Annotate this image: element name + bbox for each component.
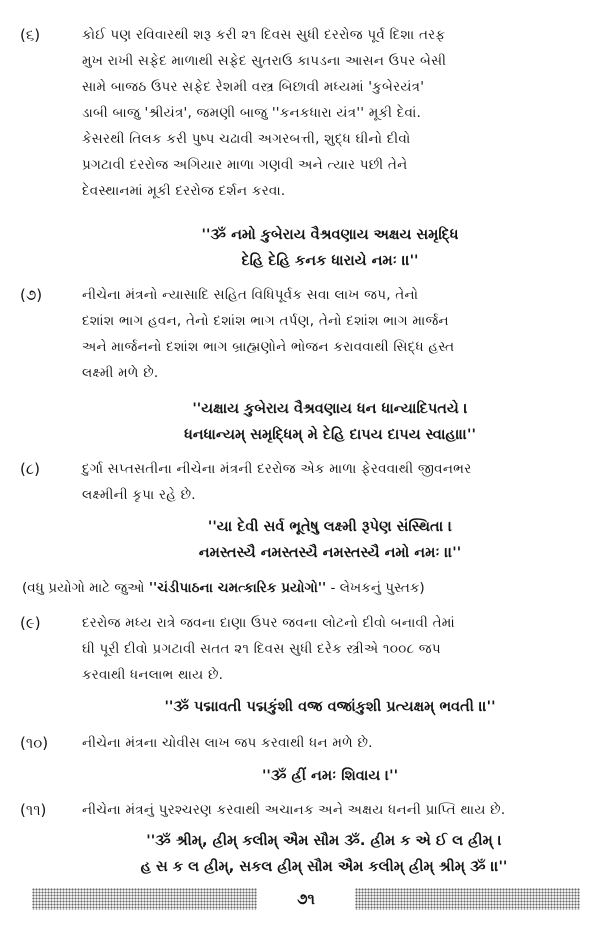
note-suffix: - લેખકનું પુસ્તક) xyxy=(326,580,425,596)
mantra-line: ''ૐ હ્રીં નમઃ શિવાય ।'' xyxy=(261,768,399,784)
text-line: દરરોજ મધ્ય રાત્રે જવના દાણા ઉપર જવના લોટનો દીવો બનાવી તેમાં xyxy=(82,615,455,631)
item-6 xyxy=(20,22,592,204)
text-line: નીચેના મંત્રનું પુરશ્ચરણ કરવાથી અચાનક અને અક્ષય ધનની પ્રાપ્તિ થાય છે. xyxy=(82,802,506,818)
mantra-line: ''ૐ પદ્માવતી પદ્મકુંશી વજ્ર વજ્રાંકુશી પ્રત્યક્ષમ્ ભવતી ।।'' xyxy=(164,699,496,715)
reference-note xyxy=(22,575,592,601)
text-line: લક્ષ્મી મળે છે. xyxy=(82,365,159,381)
mantra-line: ''ૐ નમો કુબેરાય વૈશ્રવણાય અક્ષય સમૃદ્ધિ xyxy=(201,227,459,243)
item-10 xyxy=(20,730,592,756)
mantra-line: ''ૐ શ્રીમ્, હ્રીમ્ કલીમ્ ઐમ સૌમ ૐ. હ્રીમ ક એ ઈ લ હ્રીમ્ । xyxy=(146,833,502,849)
item-number: (૯) xyxy=(20,614,41,632)
text-line: દશાંશ ભાગ હવન, તેનો દશાંશ ભાગ તર્પણ, તેનો દશાંશ ભાગ માર્જન xyxy=(82,313,449,329)
mantra-line: હ સ ક લ હ્રીમ્, સકલ હ્રીમ્ સૌમ ઐમ કલીમ્ હ્રીમ્ શ્રીમ્ ૐ ।।'' xyxy=(140,859,508,875)
text-line: અને માર્જનનો દશાંશ ભાગ બ્રાહ્મણોને ભોજન કરાવવાથી સિદ્ધ હસ્ત xyxy=(82,339,455,355)
page-number: ૭૧ xyxy=(297,890,315,908)
mantra-line: દેહિ દેહિ કનક ધારાયે નમઃ ।।'' xyxy=(241,253,419,269)
item-9 xyxy=(20,610,592,688)
text-line: નીચેના મંત્રનો ન્યાસાદિ સહિત વિધિપૂર્વક સવા લાખ જપ, તેનો xyxy=(82,287,419,303)
footer-dot-pattern xyxy=(355,888,580,910)
text-line: સામે બાજઠ ઉપર સફેદ રેશમી વસ્ત્ર બિછાવી મધ્યમાં 'કુબેરયંત્ર' xyxy=(82,79,425,95)
text-line: પ્રગટાવી દરરોજ અગિયાર માળા ગણવી અને ત્યાર પછી તેને xyxy=(82,157,408,173)
mantra-line: ધનધાન્યમ્ સમૃદ્ધિમ્ મે દેહિ દાપય દાપય સ્વાહા।।'' xyxy=(184,427,476,443)
item-number: (૧૧) xyxy=(20,801,47,819)
footer-dot-pattern xyxy=(32,888,257,910)
item-number: (૬) xyxy=(20,26,41,44)
text-line: દુર્ગા સપ્તસતીના નીચેના મંત્રની દરરોજ એક માળા ફેરવવાથી જીવનભર xyxy=(82,461,472,477)
text-line: ઘી પૂરી દીવો પ્રગટાવી સતત ૨૧ દિવસ સુધી દરેક સ્ત્રીએ ૧૦૦૮ જપ xyxy=(82,641,441,657)
text-line: કરવાથી ધનલાભ થાય છે. xyxy=(82,667,224,683)
text-line: નીચેના મંત્રના ચોવીસ લાખ જપ કરવાથી ધન મળે છે. xyxy=(82,735,373,751)
item-number: (૧૦) xyxy=(20,734,49,752)
page-footer xyxy=(32,888,580,910)
item-8 xyxy=(20,456,592,508)
book-title: ''ચંડીપાઠના ચમત્કારિક પ્રયોગો'' xyxy=(148,580,327,596)
item-7 xyxy=(20,282,592,386)
item-number: (૭) xyxy=(20,286,43,304)
mantra-line: નમસ્તસ્યૈ નમસ્તસ્યૈ નમસ્તસ્યૈ નમો નમઃ ।।'' xyxy=(198,545,462,561)
item-number: (૮) xyxy=(20,460,40,478)
text-line: ડાબી બાજુ 'શ્રીયંત્ર', જમણી બાજુ ''કનકધારા યંત્ર'' મૂકી દેવાં. xyxy=(82,105,422,121)
note-prefix: (વધુ પ્રયોગો માટે જુઓ xyxy=(22,580,149,596)
text-line: દેવસ્થાનમાં મૂકી દરરોજ દર્શન કરવા. xyxy=(82,183,286,199)
mantra-line: ''યક્ષાય કુબેરાય વૈશ્રવણાય ધન ધાન્યાદિપતયે । xyxy=(192,401,468,417)
mantra-line: ''યા દેવી સર્વ ભૂતેષુ લક્ષ્મી રૂપેણ સંસ્થિતા । xyxy=(207,519,453,535)
text-line: કોઈ પણ રવિવારથી શરૂ કરી ૨૧ દિવસ સુધી દરરોજ પૂર્વ દિશા તરફ xyxy=(82,27,446,43)
text-line: મુખ રાખી સફેદ માળાથી સફેદ સુતરાઉ કાપડના આસન ઉપર બેસી xyxy=(82,53,447,69)
text-line: લક્ષ્મીની કૃપા રહે છે. xyxy=(82,487,196,503)
item-11 xyxy=(20,797,592,823)
text-line: કેસરથી તિલક કરી પુષ્પ ચઢાવી અગરબત્તી, શુદ્ધ ઘીનો દીવો xyxy=(82,131,411,147)
